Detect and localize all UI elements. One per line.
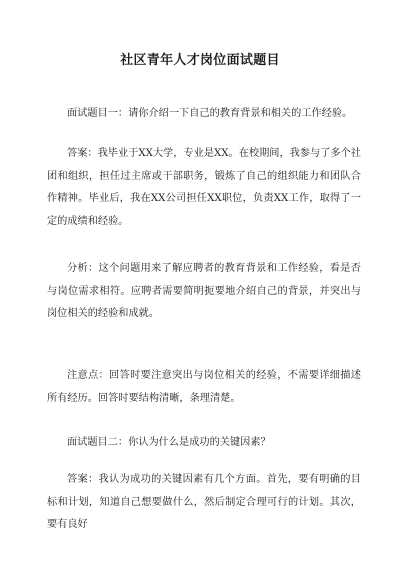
answer-2-paragraph: 答案：我认为成功的关键因素有几个方面。首先，要有明确的目标和计划，知道自己想要做什么，然后制定合理可行的计划。其次，要有良好 <box>47 474 361 530</box>
page-title: 社区青年人才岗位面试题目 <box>120 53 280 68</box>
question-2-paragraph: 面试题目二：你认为什么是成功的关键因素？ <box>67 437 271 448</box>
question-1-paragraph: 面试题目一：请你介绍一下自己的教育背景和相关的工作经验。 <box>67 108 353 119</box>
analysis-1-paragraph: 分析：这个问题用来了解应聘者的教育背景和工作经验，看是否与岗位需求相符。应聘者需要简明扼要地介绍自己的背景，并突出与岗位相关的经验和成就。 <box>47 263 361 319</box>
answer-1-paragraph: 答案：我毕业于XX大学，专业是XX。在校期间，我参与了多个社团和组织，担任过主席或干部职务，锻炼了自己的组织能力和团队合作精神。毕业后，我在XX公司担任XX职位，负责XX工作，取得了一定的成绩和经验。 <box>47 148 361 227</box>
notes-1-paragraph: 注意点：回答时要注意突出与岗位相关的经验，不需要详细描述所有经历。回答时要结构清晰，条理清楚。 <box>47 370 361 404</box>
